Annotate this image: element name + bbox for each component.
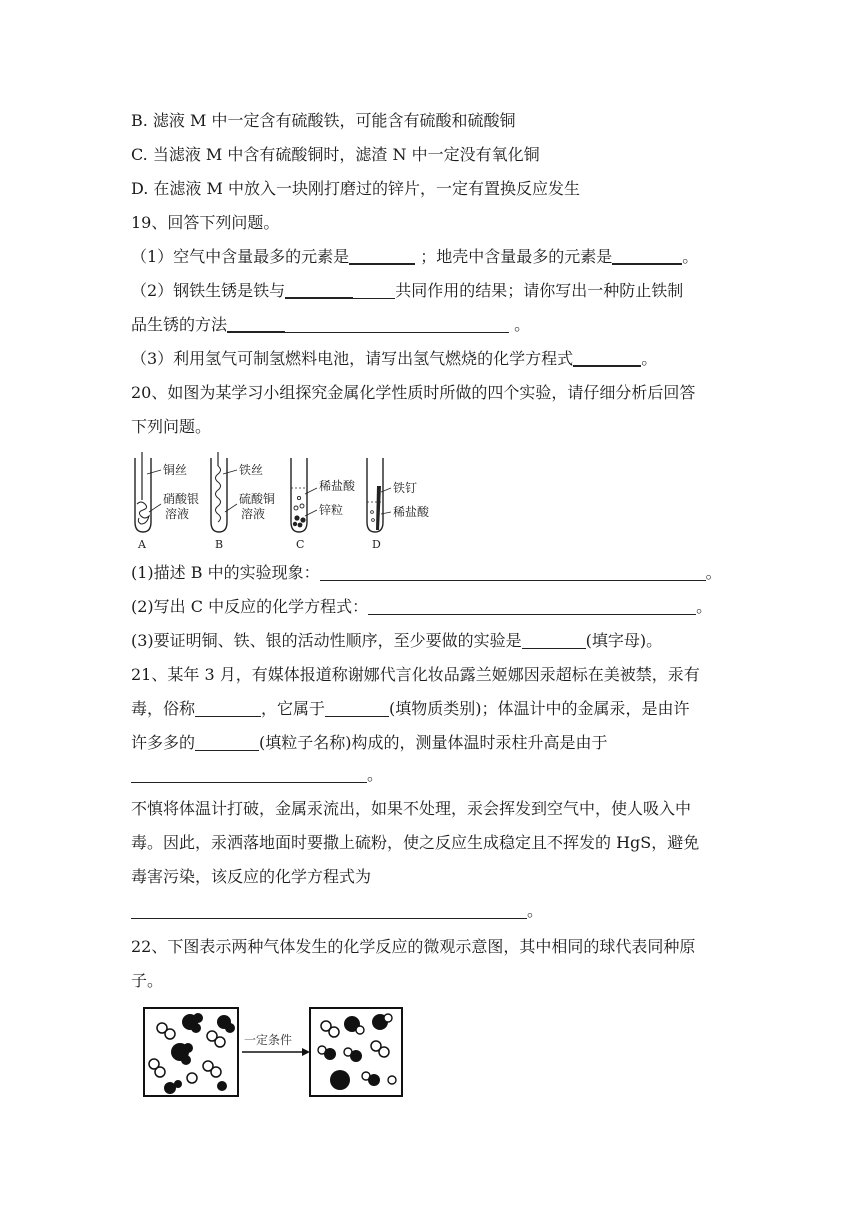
- answer-blank[interactable]: [195, 700, 261, 717]
- tube-letter-c: C: [296, 538, 305, 551]
- q21-line6: 毒。因此，汞洒落地面时要撒上硫粉，使之反应生成稳定且不挥发的 HgS，避免: [131, 833, 700, 852]
- answer-blank[interactable]: [325, 700, 389, 717]
- label-iron-nail: 铁钉: [393, 481, 418, 495]
- answer-blank[interactable]: [131, 766, 367, 783]
- answer-blank[interactable]: [285, 281, 353, 299]
- q19-part1: （1）空气中含量最多的元素是 ；地壳中含量最多的元素是 。: [131, 247, 699, 266]
- q19-title: 19、回答下列问题。: [131, 213, 280, 232]
- label-solution: 溶液: [165, 507, 190, 521]
- answer-blank[interactable]: [522, 632, 586, 649]
- answer-blank[interactable]: [131, 902, 527, 919]
- tube-c: [291, 458, 356, 551]
- tube-letter-d: D: [372, 538, 381, 551]
- label-solution: 溶液: [241, 507, 266, 521]
- q22-reaction-diagram: [140, 1004, 410, 1104]
- q18-option-b: B. 滤液 M 中一定含有硫酸铁，可能含有硫酸和硫酸铜: [131, 111, 516, 130]
- answer-blank[interactable]: [353, 282, 395, 299]
- tube-letter-a: A: [138, 538, 146, 551]
- q21-line7: 毒害污染，该反应的化学方程式为: [131, 867, 372, 886]
- tube-d: [367, 458, 430, 551]
- product-molecules: [318, 1014, 396, 1090]
- arrow-head-icon: [302, 1048, 310, 1056]
- q20-line1: 20、如图为某学习小组探究金属化学性质时所做的四个实验，请仔细分析后回答: [131, 383, 696, 402]
- label-copper-sulfate: 硫酸铜: [239, 492, 276, 506]
- q20-sub3: (3)要证明铜、铁、银的活动性顺序，至少要做的实验是 (填字母)。: [131, 631, 663, 650]
- reactant-molecules: [149, 1013, 235, 1094]
- q21-line5: 不慎将体温计打破，金属汞流出，如果不处理，汞会挥发到空气中，使人吸入中: [131, 799, 692, 818]
- answer-blank[interactable]: [227, 315, 285, 333]
- q20-test-tube-figure: [125, 452, 445, 552]
- tube-letter-b: B: [215, 538, 224, 551]
- q22-line1: 22、下图表示两种气体发生的化学反应的微观示意图，其中相同的球代表同种原: [131, 937, 696, 956]
- q21-line3: 许多多的 (填粒子名称)构成的，测量体温时汞柱升高是由于: [131, 733, 608, 752]
- label-zinc-granules: 锌粒: [319, 503, 344, 517]
- arrow-condition-label: 一定条件: [244, 1033, 293, 1047]
- label-silver-nitrate: 硝酸银: [163, 492, 200, 506]
- q19-part3: （3）利用氢气可制氢燃料电池，请写出氢气燃烧的化学方程式 。: [131, 349, 658, 368]
- q20-line2: 下列问题。: [131, 417, 212, 436]
- label-dilute-hcl: 稀盐酸: [393, 505, 430, 519]
- label-copper-wire: 铜丝: [163, 463, 188, 477]
- tube-a: [135, 452, 199, 551]
- q21-line4: 。: [131, 764, 741, 786]
- answer-blank[interactable]: [368, 598, 696, 615]
- q19-part2-cont: 品生锈的方法 。: [131, 315, 531, 334]
- answer-blank[interactable]: [349, 247, 415, 265]
- q18-option-d: D. 在滤液 M 中放入一块刚打磨过的锌片，一定有置换反应发生: [131, 179, 580, 198]
- answer-blank[interactable]: [285, 316, 509, 333]
- q18-option-c: C. 当滤液 M 中含有硫酸铜时，滤渣 N 中一定没有氧化铜: [131, 145, 540, 164]
- q21-line2: 毒，俗称 ，它属于 (填物质类别)；体温计中的金属汞，是由许: [131, 699, 690, 718]
- q20-sub2: (2)写出 C 中反应的化学方程式： 。: [131, 597, 713, 616]
- label-iron-wire: 铁丝: [239, 463, 264, 477]
- answer-blank[interactable]: [195, 734, 259, 751]
- label-dilute-hcl: 稀盐酸: [319, 479, 356, 493]
- answer-blank[interactable]: [320, 564, 706, 581]
- q21-line1: 21、某年 3 月，有媒体报道称谢娜代言化妆品露兰姬娜因汞超标在美被禁，汞有: [131, 665, 700, 684]
- q19-part2: （2）钢铁生锈是铁与 共同作用的结果；请你写出一种防止铁制: [131, 281, 684, 300]
- q20-sub1: (1)描述 B 中的实验现象： 。: [131, 563, 722, 582]
- q21-line8: 。: [131, 900, 741, 922]
- tube-b: [211, 452, 275, 551]
- answer-blank[interactable]: [573, 349, 641, 367]
- q22-line2: 子。: [131, 971, 164, 990]
- answer-blank[interactable]: [612, 247, 682, 265]
